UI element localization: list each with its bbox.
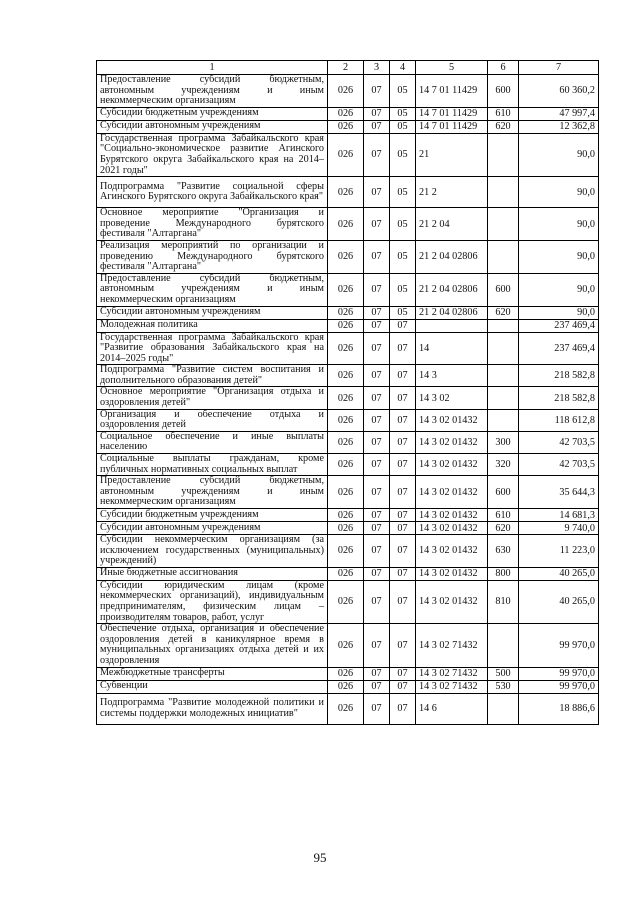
table-row [97, 120, 599, 133]
table-row [97, 509, 599, 522]
amount-cell: 40 265,0 [519, 580, 599, 623]
expense-type-cell [488, 133, 519, 176]
row-name-cell: Предоставление субсидий бюджетным, автономным учреждениям и иным некоммерческим организациям [97, 273, 328, 306]
target-article-cell: 14 3 02 01432 [416, 522, 488, 535]
ministry-code-cell: 026 [328, 476, 364, 509]
column-header-4: 4 [390, 61, 416, 75]
amount-cell: 90,0 [519, 273, 599, 306]
target-article-cell: 14 3 02 71432 [416, 680, 488, 693]
subsection-code-cell: 07 [390, 454, 416, 476]
subsection-code-cell: 05 [390, 306, 416, 319]
section-code-cell: 07 [364, 693, 390, 724]
expense-type-cell: 530 [488, 680, 519, 693]
section-code-cell: 07 [364, 177, 390, 208]
subsection-code-cell: 05 [390, 177, 416, 208]
ministry-code-cell: 026 [328, 319, 364, 332]
amount-cell: 218 582,8 [519, 387, 599, 409]
target-article-cell [416, 319, 488, 332]
section-code-cell: 07 [364, 273, 390, 306]
expense-type-cell: 600 [488, 476, 519, 509]
table-header-row [97, 61, 599, 75]
ministry-code-cell: 026 [328, 306, 364, 319]
expense-type-cell: 320 [488, 454, 519, 476]
target-article-cell: 14 7 01 11429 [416, 75, 488, 108]
table-row [97, 454, 599, 476]
expense-type-cell: 500 [488, 667, 519, 680]
amount-cell: 90,0 [519, 177, 599, 208]
expense-type-cell: 620 [488, 522, 519, 535]
column-header-2: 2 [328, 61, 364, 75]
section-code-cell: 07 [364, 567, 390, 580]
section-code-cell: 07 [364, 667, 390, 680]
row-name-cell: Обеспечение отдыха, организация и обеспечение оздоровления детей в каникулярное время в муниципальных организациях отдыха детей и их оздоровления [97, 624, 328, 667]
target-article-cell: 14 3 02 01432 [416, 535, 488, 568]
section-code-cell: 07 [364, 133, 390, 176]
row-name-cell: Субсидии юридическим лицам (кроме некоммерческих организаций), индивидуальным предпринимателям, физическим лицам – производителям товаров, работ, услуг [97, 580, 328, 623]
row-name-cell: Социальное обеспечение и иные выплаты населению [97, 431, 328, 453]
ministry-code-cell: 026 [328, 431, 364, 453]
target-article-cell: 14 3 02 01432 [416, 454, 488, 476]
ministry-code-cell: 026 [328, 522, 364, 535]
table-row [97, 409, 599, 431]
target-article-cell: 21 2 04 02806 [416, 306, 488, 319]
section-code-cell: 07 [364, 680, 390, 693]
target-article-cell: 14 3 02 71432 [416, 624, 488, 667]
table-row [97, 535, 599, 568]
row-name-cell: Организация и обеспечение отдыха и оздоровления детей [97, 409, 328, 431]
ministry-code-cell: 026 [328, 509, 364, 522]
expense-type-cell: 620 [488, 306, 519, 319]
table-row [97, 332, 599, 365]
ministry-code-cell: 026 [328, 680, 364, 693]
amount-cell: 99 970,0 [519, 624, 599, 667]
row-name-cell: Подпрограмма "Развитие молодежной политики и системы поддержки молодежных инициатив" [97, 693, 328, 724]
section-code-cell: 07 [364, 409, 390, 431]
amount-cell: 42 703,5 [519, 454, 599, 476]
expense-type-cell: 810 [488, 580, 519, 623]
amount-cell: 12 362,8 [519, 120, 599, 133]
amount-cell: 99 970,0 [519, 680, 599, 693]
target-article-cell: 21 2 [416, 177, 488, 208]
amount-cell: 60 360,2 [519, 75, 599, 108]
ministry-code-cell: 026 [328, 75, 364, 108]
section-code-cell: 07 [364, 208, 390, 241]
amount-cell: 35 644,3 [519, 476, 599, 509]
amount-cell: 47 997,4 [519, 107, 599, 120]
ministry-code-cell: 026 [328, 667, 364, 680]
row-name-cell: Государственная программа Забайкальского края "Развитие образования Забайкальского края на 2014–2025 годы" [97, 332, 328, 365]
section-code-cell: 07 [364, 107, 390, 120]
subsection-code-cell: 07 [390, 387, 416, 409]
amount-cell: 90,0 [519, 133, 599, 176]
table-row [97, 208, 599, 241]
section-code-cell: 07 [364, 240, 390, 273]
subsection-code-cell: 07 [390, 319, 416, 332]
subsection-code-cell: 05 [390, 208, 416, 241]
row-name-cell: Предоставление субсидий бюджетным, автономным учреждениям и иным некоммерческим организациям [97, 476, 328, 509]
row-name-cell: Основное мероприятие "Организация и проведение Международного бурятского фестиваля "Алтаргана" [97, 208, 328, 241]
section-code-cell: 07 [364, 535, 390, 568]
expense-type-cell [488, 624, 519, 667]
row-name-cell: Основное мероприятие "Организация отдыха и оздоровления детей" [97, 387, 328, 409]
expense-type-cell [488, 177, 519, 208]
target-article-cell: 14 3 02 01432 [416, 509, 488, 522]
section-code-cell: 07 [364, 319, 390, 332]
ministry-code-cell: 026 [328, 107, 364, 120]
target-article-cell: 14 3 [416, 365, 488, 387]
expense-type-cell: 610 [488, 107, 519, 120]
subsection-code-cell: 05 [390, 120, 416, 133]
row-name-cell: Молодежная политика [97, 319, 328, 332]
subsection-code-cell: 05 [390, 273, 416, 306]
table-row [97, 667, 599, 680]
amount-cell: 14 681,3 [519, 509, 599, 522]
subsection-code-cell: 07 [390, 476, 416, 509]
ministry-code-cell: 026 [328, 580, 364, 623]
row-name-cell: Подпрограмма "Развитие систем воспитания и дополнительного образования детей" [97, 365, 328, 387]
expense-type-cell [488, 319, 519, 332]
expense-type-cell: 300 [488, 431, 519, 453]
row-name-cell: Социальные выплаты гражданам, кроме публичных нормативных социальных выплат [97, 454, 328, 476]
ministry-code-cell: 026 [328, 332, 364, 365]
target-article-cell: 21 2 04 02806 [416, 273, 488, 306]
ministry-code-cell: 026 [328, 567, 364, 580]
subsection-code-cell: 07 [390, 693, 416, 724]
amount-cell: 90,0 [519, 240, 599, 273]
table-row [97, 177, 599, 208]
target-article-cell: 14 3 02 01432 [416, 476, 488, 509]
amount-cell: 90,0 [519, 208, 599, 241]
target-article-cell: 14 3 02 [416, 387, 488, 409]
row-name-cell: Субвенции [97, 680, 328, 693]
table-row [97, 693, 599, 724]
amount-cell: 40 265,0 [519, 567, 599, 580]
section-code-cell: 07 [364, 580, 390, 623]
expense-type-cell: 800 [488, 567, 519, 580]
section-code-cell: 07 [364, 476, 390, 509]
ministry-code-cell: 026 [328, 409, 364, 431]
table-row [97, 476, 599, 509]
row-name-cell: Субсидии автономным учреждениям [97, 306, 328, 319]
table-row [97, 240, 599, 273]
expense-type-cell [488, 240, 519, 273]
section-code-cell: 07 [364, 509, 390, 522]
target-article-cell: 21 2 04 02806 [416, 240, 488, 273]
ministry-code-cell: 026 [328, 133, 364, 176]
subsection-code-cell: 05 [390, 75, 416, 108]
expense-type-cell [488, 208, 519, 241]
row-name-cell: Подпрограмма "Развитие социальной сферы Агинского Бурятского округа Забайкальского края" [97, 177, 328, 208]
expense-type-cell: 630 [488, 535, 519, 568]
section-code-cell: 07 [364, 365, 390, 387]
subsection-code-cell: 07 [390, 567, 416, 580]
subsection-code-cell: 07 [390, 667, 416, 680]
row-name-cell: Реализация мероприятий по организации и проведению Международного бурятского фестиваля "Алтаргана" [97, 240, 328, 273]
budget-table-sheet [96, 60, 598, 725]
expense-type-cell: 620 [488, 120, 519, 133]
expense-type-cell [488, 332, 519, 365]
amount-cell: 237 469,4 [519, 332, 599, 365]
subsection-code-cell: 05 [390, 107, 416, 120]
ministry-code-cell: 026 [328, 693, 364, 724]
amount-cell: 9 740,0 [519, 522, 599, 535]
ministry-code-cell: 026 [328, 387, 364, 409]
table-row [97, 680, 599, 693]
row-name-cell: Субсидии бюджетным учреждениям [97, 509, 328, 522]
ministry-code-cell: 026 [328, 208, 364, 241]
ministry-code-cell: 026 [328, 365, 364, 387]
budget-table [96, 60, 599, 725]
ministry-code-cell: 026 [328, 177, 364, 208]
subsection-code-cell: 05 [390, 133, 416, 176]
section-code-cell: 07 [364, 431, 390, 453]
amount-cell: 18 886,6 [519, 693, 599, 724]
row-name-cell: Иные бюджетные ассигнования [97, 567, 328, 580]
section-code-cell: 07 [364, 75, 390, 108]
row-name-cell: Межбюджетные трансферты [97, 667, 328, 680]
section-code-cell: 07 [364, 306, 390, 319]
row-name-cell: Субсидии некоммерческим организациям (за исключением государственных (муниципальных) учреждений) [97, 535, 328, 568]
expense-type-cell: 600 [488, 273, 519, 306]
row-name-cell: Субсидии автономным учреждениям [97, 120, 328, 133]
table-body [97, 75, 599, 725]
amount-cell: 237 469,4 [519, 319, 599, 332]
expense-type-cell: 610 [488, 509, 519, 522]
table-row [97, 387, 599, 409]
column-header-1: 1 [97, 61, 328, 75]
ministry-code-cell: 026 [328, 120, 364, 133]
column-header-3: 3 [364, 61, 390, 75]
amount-cell: 42 703,5 [519, 431, 599, 453]
ministry-code-cell: 026 [328, 535, 364, 568]
expense-type-cell [488, 693, 519, 724]
subsection-code-cell: 05 [390, 240, 416, 273]
target-article-cell: 21 2 04 [416, 208, 488, 241]
row-name-cell: Государственная программа Забайкальского края "Социально-экономическое развитие Агинского Бурятского округа Забайкальского края на 2014–2021 годы" [97, 133, 328, 176]
expense-type-cell [488, 409, 519, 431]
row-name-cell: Субсидии автономным учреждениям [97, 522, 328, 535]
section-code-cell: 07 [364, 332, 390, 365]
expense-type-cell [488, 365, 519, 387]
subsection-code-cell: 07 [390, 431, 416, 453]
table-row [97, 107, 599, 120]
target-article-cell: 14 3 02 01432 [416, 567, 488, 580]
amount-cell: 118 612,8 [519, 409, 599, 431]
row-name-cell: Предоставление субсидий бюджетным, автономным учреждениям и иным некоммерческим организациям [97, 75, 328, 108]
table-row [97, 365, 599, 387]
table-row [97, 624, 599, 667]
subsection-code-cell: 07 [390, 365, 416, 387]
amount-cell: 99 970,0 [519, 667, 599, 680]
page-number: 95 [313, 850, 327, 865]
column-header-6: 6 [488, 61, 519, 75]
table-row [97, 319, 599, 332]
amount-cell: 11 223,0 [519, 535, 599, 568]
table-row [97, 580, 599, 623]
target-article-cell: 14 7 01 11429 [416, 107, 488, 120]
subsection-code-cell: 07 [390, 509, 416, 522]
section-code-cell: 07 [364, 522, 390, 535]
amount-cell: 218 582,8 [519, 365, 599, 387]
table-row [97, 522, 599, 535]
subsection-code-cell: 07 [390, 680, 416, 693]
subsection-code-cell: 07 [390, 624, 416, 667]
ministry-code-cell: 026 [328, 454, 364, 476]
ministry-code-cell: 026 [328, 624, 364, 667]
section-code-cell: 07 [364, 624, 390, 667]
target-article-cell: 14 6 [416, 693, 488, 724]
ministry-code-cell: 026 [328, 273, 364, 306]
amount-cell: 90,0 [519, 306, 599, 319]
target-article-cell: 14 3 02 01432 [416, 431, 488, 453]
section-code-cell: 07 [364, 454, 390, 476]
target-article-cell: 14 3 02 71432 [416, 667, 488, 680]
expense-type-cell [488, 387, 519, 409]
table-row [97, 431, 599, 453]
column-header-7: 7 [519, 61, 599, 75]
target-article-cell: 14 [416, 332, 488, 365]
column-header-5: 5 [416, 61, 488, 75]
expense-type-cell: 600 [488, 75, 519, 108]
subsection-code-cell: 07 [390, 535, 416, 568]
target-article-cell: 21 [416, 133, 488, 176]
target-article-cell: 14 3 02 01432 [416, 580, 488, 623]
section-code-cell: 07 [364, 120, 390, 133]
subsection-code-cell: 07 [390, 522, 416, 535]
subsection-code-cell: 07 [390, 332, 416, 365]
target-article-cell: 14 7 01 11429 [416, 120, 488, 133]
table-row [97, 567, 599, 580]
subsection-code-cell: 07 [390, 409, 416, 431]
ministry-code-cell: 026 [328, 240, 364, 273]
table-row [97, 75, 599, 108]
table-row [97, 306, 599, 319]
row-name-cell: Субсидии бюджетным учреждениям [97, 107, 328, 120]
table-row [97, 133, 599, 176]
table-row [97, 273, 599, 306]
subsection-code-cell: 07 [390, 580, 416, 623]
target-article-cell: 14 3 02 01432 [416, 409, 488, 431]
section-code-cell: 07 [364, 387, 390, 409]
